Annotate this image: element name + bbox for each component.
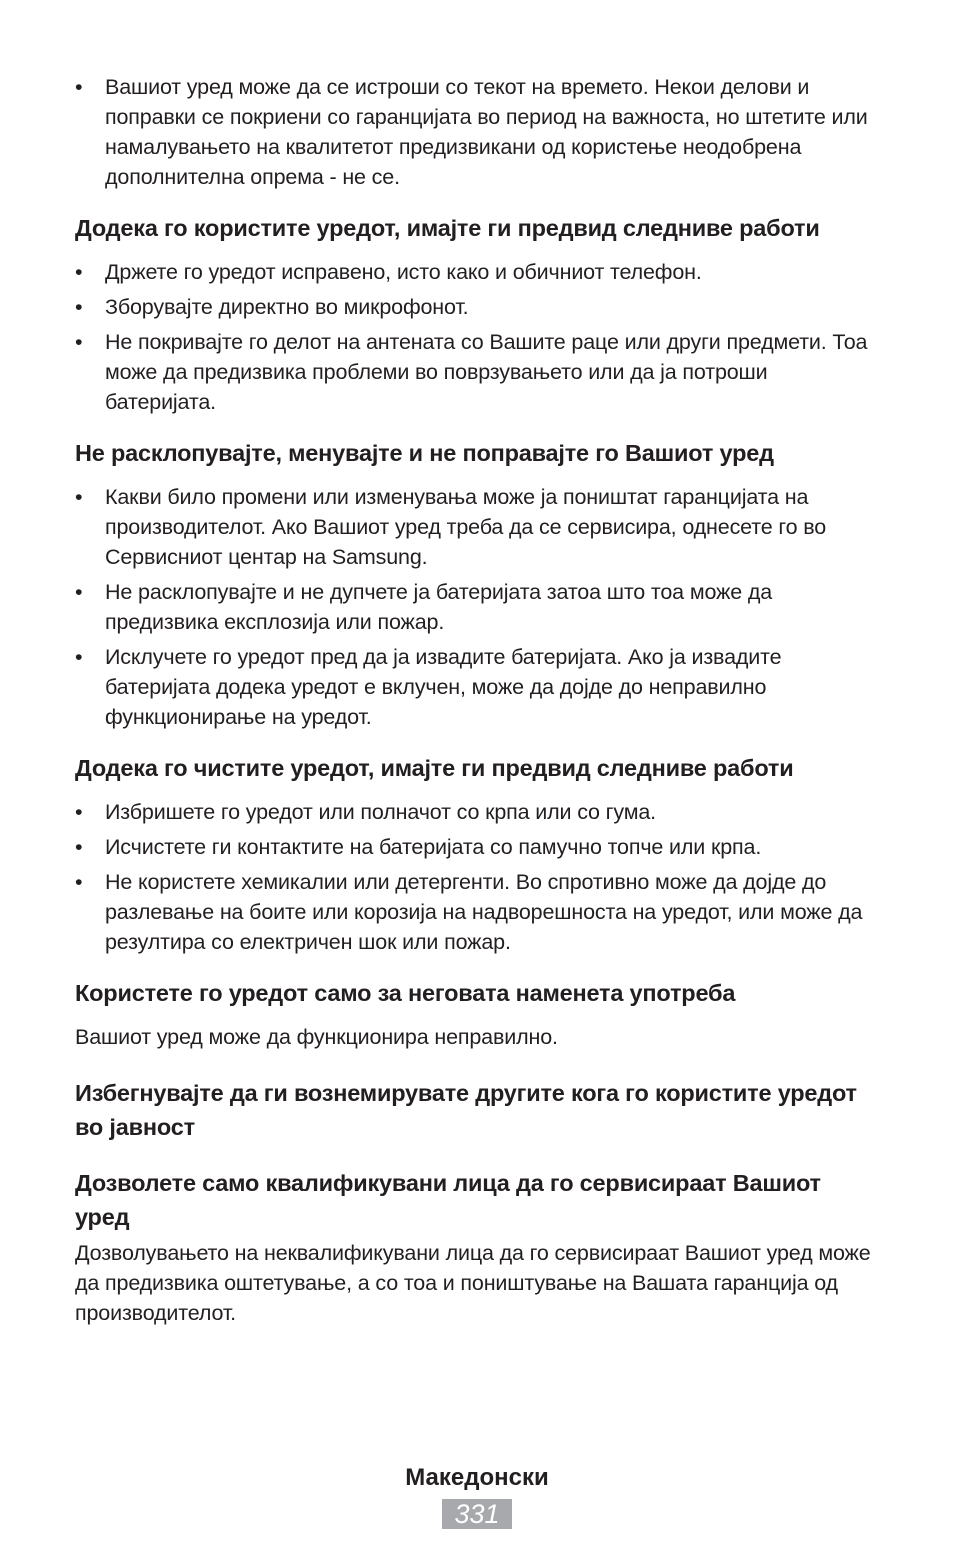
section-heading-qualified-service: Дозволете само квалификувани лица да го сервисираат Вашиот уред (75, 1170, 821, 1230)
page-number-badge: 331 (442, 1499, 512, 1529)
document-page (75, 72, 880, 1328)
section-heading-cleaning: Додека го чистите уредот, имајте ги предвид следниве работи (75, 755, 794, 781)
paragraph-intended-use: Вашиот уред може да функционира неправилно. (75, 1025, 558, 1049)
footer-language: Македонски (405, 1464, 549, 1491)
list-item: • Не покривајте го делот на антената со Вашите раце или други предмети. Тоа може да предизвика проблеми во поврзувањето или да ја потроши батеријата. (75, 327, 880, 417)
section-heading-using-device: Додека го користите уредот, имајте ги предвид следниве работи (75, 215, 820, 241)
section-heading-public-use: Избегнувајте да ги вознемирувате другите кога го користите уредот во јавност (75, 1080, 857, 1140)
list-item: • Избришете го уредот или полначот со крпа или со гума. (75, 797, 880, 827)
bullet-list-do-not-disassemble (75, 482, 880, 732)
list-item: • Какви било промени или изменувања може ја поништат гаранцијата на производителот. Ако Вашиот уред треба да се сервисира, однесете го во Сервисниот центар на Samsung. (75, 482, 880, 572)
list-item: • Вашиот уред може да се истроши со текот на времето. Некои делови и поправки се покриени со гаранцијата во период на важноста, но штетите или намалувањето на квалитетот предизвикани од користење неодобрена дополнителна опрема - не се. (75, 72, 880, 192)
bullet-list-using-device (75, 257, 880, 417)
intro-bullet-list (75, 72, 880, 192)
bullet-list-cleaning (75, 797, 880, 957)
section-heading-intended-use: Користете го уредот само за неговата наменета употреба (75, 980, 736, 1006)
list-item: • Зборувајте директно во микрофонот. (75, 292, 880, 322)
list-item: • Не користете хемикалии или детергенти. Во спротивно може да дојде до разлевање на боите или корозија на надворешноста на уредот, или може да резултира со електричен шок или пожар. (75, 867, 880, 957)
section-heading-do-not-disassemble: Не расклопувајте, менувајте и не поправајте го Вашиот уред (75, 440, 774, 466)
page-footer (0, 1461, 954, 1529)
list-item: • Исчистете ги контактите на батеријата со памучно топче или крпа. (75, 832, 880, 862)
list-item: • Не расклопувајте и не дупчете ја батеријата затоа што тоа може да предизвика експлозија или пожар. (75, 577, 880, 637)
list-item: • Држете го уредот исправено, исто како и обичниот телефон. (75, 257, 880, 287)
list-item: • Исклучете го уредот пред да ја извадите батеријата. Ако ја извадите батеријата додека уредот е вклучен, може да дојде до неправилно функционирање на уредот. (75, 642, 880, 732)
paragraph-qualified-service: Дозволувањето на неквалификувани лица да го сервисираат Вашиот уред може да предизвика оштетување, а со тоа и поништување на Вашата гаранција од производителот. (75, 1241, 871, 1325)
